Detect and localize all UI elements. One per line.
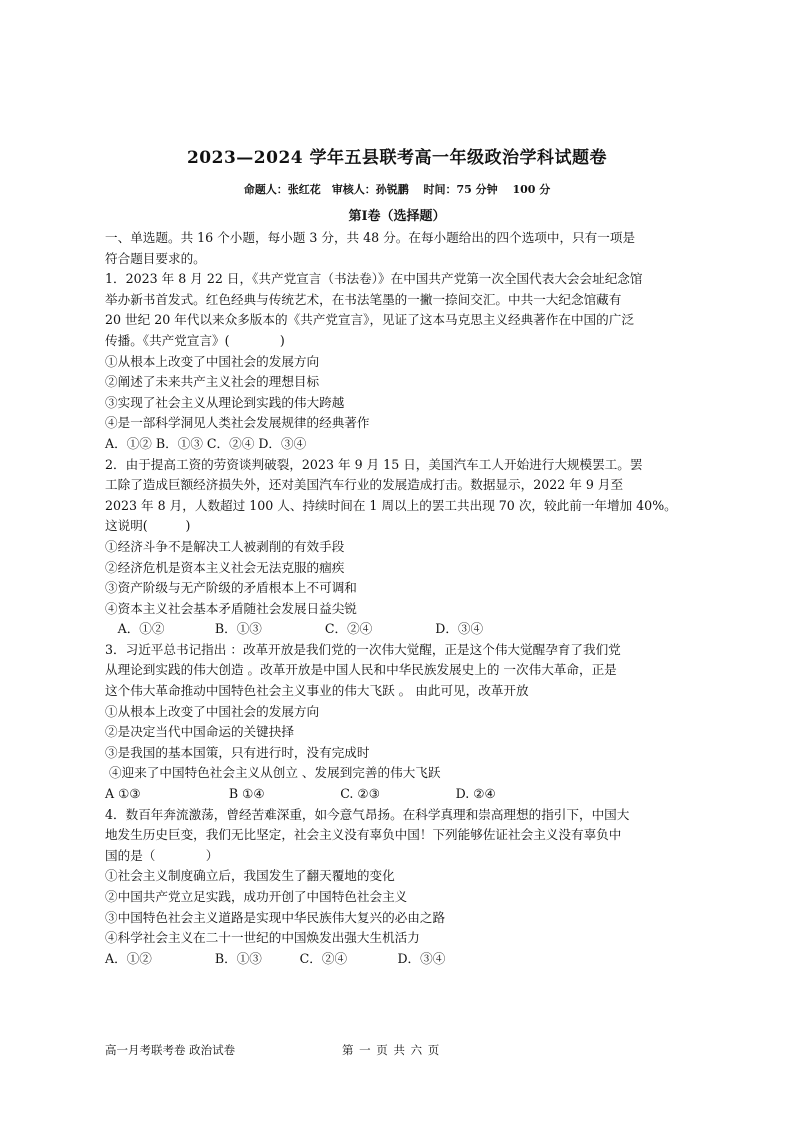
q2-stem-line: 工除了造成巨额经济损失外，还对美国汽车行业的发展造成打击。数据显示，2022 年 9 月至 (105, 477, 624, 493)
q3-stem-line: 这个伟大革命推动中国特色社会主义事业的伟大飞跃 。 由此可见，改革开放 (105, 683, 529, 699)
q4-stem-line: 4．数百年奔流激荡，曾经苦难深重，如今意气昂扬。在科学真理和崇高理想的指引下，中国大 (105, 806, 630, 822)
footer-exam-name: 高一月考联考卷 政治试卷 (105, 1043, 236, 1057)
exam-meta: 命题人：张红花 审核人：孙锐鹏 时间：75 分钟 100 分 (243, 183, 551, 196)
q2-stem-line: 这说明( ) (105, 518, 191, 534)
footer-page-number: 第 一 页 共 六 页 (342, 1043, 441, 1057)
exam-title: 2023—2024 学年五县联考高一年级政治学科试题卷 (186, 148, 608, 168)
q4-stem-line: 地发生历史巨变，我们无比坚定，社会主义没有辜负中国！下列能够佐证社会主义没有辜负中 (105, 827, 622, 843)
q1-option: ④是一部科学洞见人类社会发展规律的经典著作 (105, 415, 370, 431)
q4-option: ③中国特色社会主义道路是实现中华民族伟大复兴的必由之路 (105, 909, 446, 925)
q3-option: ①从根本上改变了中国社会的发展方向 (105, 703, 320, 719)
q2-answer-choices: A．①② B．①③ C．②④ D．③④ (105, 621, 484, 637)
q1-stem-line: 传播。《共产党宣言》( ) (105, 332, 285, 348)
q1-stem-line: 举办新书首发式。红色经典与传统艺术，在书法笔墨的一撇一捺间交汇。中共一大纪念馆藏有 (105, 291, 622, 307)
q4-option: ②中国共产党立足实践，成功开创了中国特色社会主义 (105, 889, 408, 904)
q4-option: ④科学社会主义在二十一世纪的中国焕发出强大生机活力 (105, 930, 420, 946)
q2-stem-line: 2023 年 8 月，人数超过 100 人、持续时间在 1 周以上的罢工共出现 70 次，较此前一年增加 40%。 (105, 497, 677, 513)
q3-answer-choices: A ①③ B ①④ C. ②③ D. ②④ (105, 786, 496, 802)
q3-stem-line: 3．习近平总书记指出 ：改革开放是我们党的一次伟大觉醒，正是这个伟大觉醒孕育了我们党 (105, 641, 621, 657)
exam-content (105, 228, 693, 969)
q1-option: ③实现了社会主义从理论到实践的伟大跨越 (105, 394, 345, 410)
q2-option: ③资产阶级与无产阶级的矛盾根本上不可调和 (105, 580, 357, 596)
q1-option: ②阐述了未来共产主义社会的理想目标 (105, 374, 320, 390)
q4-option: ①社会主义制度确立后，我国发生了翻天覆地的变化 (105, 868, 395, 884)
part-title: 第Ⅰ卷（选择题） (348, 209, 446, 224)
q1-option: ①从根本上改变了中国社会的发展方向 (105, 353, 320, 369)
q4-stem-line: 国的是（ ） (105, 847, 219, 863)
q2-stem-line: 2．由于提高工资的劳资谈判破裂，2023 年 9 月 15 日，美国汽车工人开始进行大规模罢工。罢 (105, 456, 643, 472)
q4-answer-choices: A．①② B．①③ C．②④ D．③④ (105, 950, 446, 966)
q3-option: ②是决定当代中国命运的关键抉择 (105, 724, 294, 740)
q1-answer-choices: A．①② B．①③ C．②④ D．③④ (105, 435, 307, 451)
q3-option: ④迎来了中国特色社会主义从创立 、发展到完善的伟大飞跃 (105, 765, 441, 781)
q3-stem-line: 从理论到实践的伟大创造 。改革开放是中国人民和中华民族发展史上的 一次伟大革命，正是 (105, 662, 617, 678)
q2-option: ①经济斗争不是解决工人被剥削的有效手段 (105, 538, 345, 554)
q1-stem-line: 1．2023 年 8 月 22 日，《共产党宣言（书法卷）》在中国共产党第一次全国代表大会会址纪念馆 (105, 271, 643, 287)
q2-option: ④资本主义社会基本矛盾随社会发展日益尖锐 (105, 600, 357, 616)
instructions-line: 符合题目要求的。 (105, 250, 206, 266)
q2-option: ②经济危机是资本主义社会无法克服的痼疾 (105, 559, 345, 575)
q1-stem-line: 20 世纪 20 年代以来众多版本的《共产党宣言》，见证了这本马克思主义经典著作在中国的广泛 (105, 312, 634, 328)
instructions-line: 一、单选题。共 16 个小题，每小题 3 分，共 48 分。在每小题给出的四个选项中，只有一项是 (105, 230, 636, 245)
q3-option: ③是我国的基本国策，只有进行时，没有完成时 (105, 744, 370, 760)
